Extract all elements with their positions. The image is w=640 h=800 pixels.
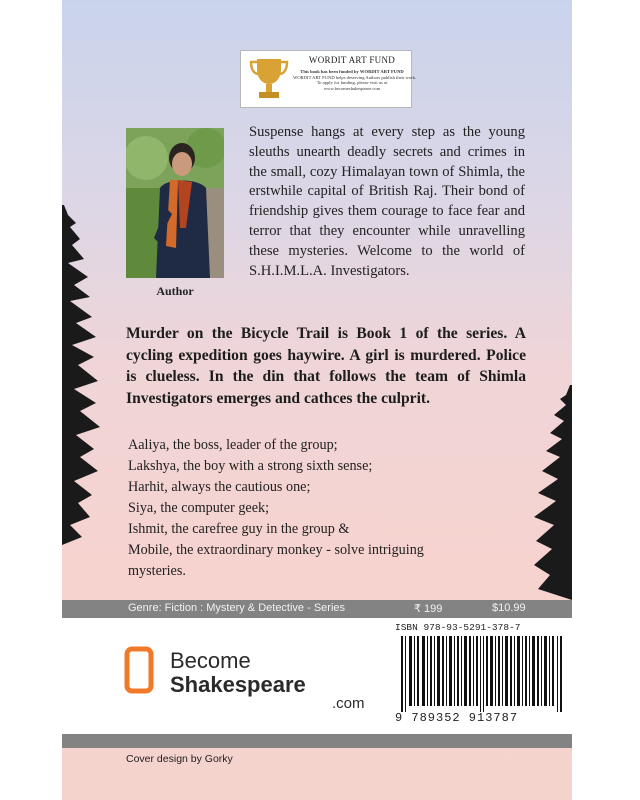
character-line: Siya, the computer geek; bbox=[128, 500, 270, 516]
character-list bbox=[128, 435, 528, 582]
bottom-bar bbox=[62, 734, 572, 748]
barcode-bars bbox=[401, 636, 565, 712]
logo-word-shakespeare: Shakespeare bbox=[170, 672, 306, 697]
author-photo bbox=[126, 128, 224, 278]
logo-domain: .com bbox=[332, 695, 365, 712]
character-line: Ishmit, the carefree guy in the group & bbox=[128, 521, 350, 537]
isbn-label: ISBN 978-93-5291-378-7 bbox=[395, 622, 521, 633]
price-usd: $10.99 bbox=[492, 602, 526, 614]
publisher-logo-icon bbox=[124, 646, 154, 694]
isbn-barcode bbox=[395, 622, 571, 732]
character-line: Lakshya, the boy with a strong sixth sense; bbox=[128, 458, 373, 474]
fund-line: www.becomeshakespeare.com bbox=[323, 85, 381, 91]
genre-label: Genre: Fiction : Mystery & Detective - Series bbox=[128, 602, 346, 614]
character-line: Mobile, the extraordinary monkey - solve intriguing bbox=[128, 542, 424, 558]
trophy-icon bbox=[249, 57, 289, 101]
barcode-digits: 9 789352 913787 bbox=[395, 711, 519, 725]
fund-description bbox=[293, 69, 417, 91]
genre-price-bar bbox=[62, 600, 572, 618]
logo-word-become: Become bbox=[170, 648, 251, 673]
character-line: Harhit, always the cautious one; bbox=[128, 479, 311, 495]
price-inr: ₹ 199 bbox=[414, 603, 443, 615]
author-caption: Author bbox=[156, 284, 194, 298]
character-line: Aaliya, the boss, leader of the group; bbox=[128, 437, 338, 453]
cover-design-credit: Cover design by Gorky bbox=[126, 753, 233, 765]
fund-title: WORDIT ART FUND bbox=[308, 55, 396, 65]
fund-line: To apply for funding, please visit us at bbox=[316, 80, 388, 86]
book-back-cover bbox=[62, 0, 572, 800]
character-line: mysteries. bbox=[128, 563, 186, 579]
art-fund-badge bbox=[240, 50, 417, 108]
fund-line: WORDIT ART FUND helps deserving Authors publish their work. bbox=[293, 74, 417, 80]
fund-line: This book has been funded by WORDIT ART FUND bbox=[300, 69, 404, 74]
book-blurb: Suspense hangs at every step as the young sleuths unearth deadly secrets and crimes in the small, cozy Himalayan town of Shimla, the erstwhile capital of British Raj. Their bond of friendship gives them courage to face fear and terror that they encounter while unravelling these mysteries. Welcome to the world of S.H.I.M.L.A. Investigators. bbox=[249, 124, 525, 279]
tree-silhouette-left bbox=[62, 205, 106, 545]
tree-silhouette-right bbox=[532, 385, 572, 600]
publisher-logo bbox=[124, 646, 364, 716]
book-synopsis: Murder on the Bicycle Trail is Book 1 of the series. A cycling expedition goes haywire. A girl is murdered. Police is clueless. In the din that follows the team of Shimla Investigators emerges and cathces the culprit. bbox=[126, 325, 526, 407]
